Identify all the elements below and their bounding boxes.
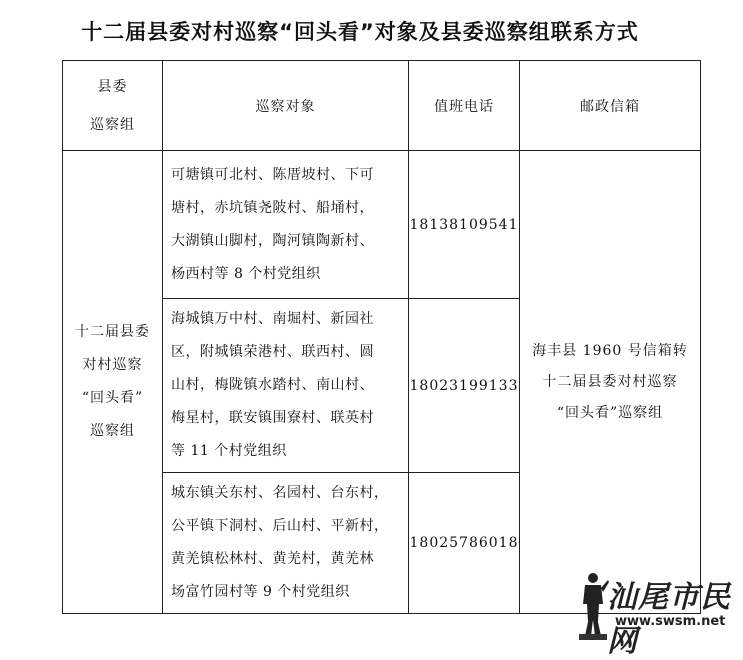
header-row xyxy=(63,61,701,151)
target-cell xyxy=(163,473,409,614)
watermark-url: www.swsm.net xyxy=(615,614,726,629)
header-county-line1: 县委 xyxy=(97,78,128,95)
phone-cell: 18138109541 xyxy=(409,151,520,299)
target-line: 城东镇关东村、名园村、台东村， xyxy=(171,485,389,501)
phone-cell: 18023199133 xyxy=(409,299,520,473)
phone-cell: 18025786018 xyxy=(409,473,520,614)
target-line: 可塘镇可北村、陈厝坡村、下可 xyxy=(171,166,374,183)
target-cell xyxy=(163,299,409,473)
target-line: 区，附城镇荣港村、联西村、圆 xyxy=(171,344,374,360)
table-row xyxy=(63,151,701,299)
target-line: 山村，梅陇镇水踏村、南山村、 xyxy=(171,377,374,393)
target-line: 梅星村，联安镇围寮村、联英村 xyxy=(171,410,374,426)
header-county-line2: 巡察组 xyxy=(90,116,135,133)
header-phone: 值班电话 xyxy=(409,61,520,151)
target-line: 大湖镇山脚村，陶河镇陶新村、 xyxy=(171,232,374,249)
site-watermark xyxy=(575,570,735,659)
mailbox-cell xyxy=(520,151,701,614)
target-line: 海城镇万中村、南堀村、新园社 xyxy=(171,311,374,327)
target-line: 公平镇下洞村、后山村、平新村， xyxy=(171,518,389,534)
watermark-name: 汕尾市民网 xyxy=(607,580,731,659)
group-line: 巡察组 xyxy=(90,423,135,439)
group-line: 对村巡察 xyxy=(82,357,143,373)
statue-icon xyxy=(575,570,611,640)
mailbox-line: 十二届县委对村巡察 xyxy=(542,373,678,390)
group-line: “回头看” xyxy=(81,390,144,406)
target-cell xyxy=(163,151,409,299)
page-title: 十二届县委对村巡察“回头看”对象及县委巡察组联系方式 xyxy=(81,20,639,44)
header-target: 巡察对象 xyxy=(163,61,409,151)
header-county-group xyxy=(63,61,163,151)
mailbox-line: 海丰县 1960 号信箱转 xyxy=(532,342,688,359)
group-name-cell xyxy=(63,151,163,614)
mailbox-line: “回头看”巡察组 xyxy=(556,404,664,421)
target-line: 杨西村等 8 个村党组织 xyxy=(171,265,321,282)
group-line: 十二届县委 xyxy=(75,324,150,340)
target-line: 场富竹园村等 9 个村党组织 xyxy=(171,584,350,600)
target-line: 等 11 个村党组织 xyxy=(171,443,287,459)
header-mailbox: 邮政信箱 xyxy=(520,61,701,151)
target-line: 黄羌镇松林村、黄羌村，黄羌林 xyxy=(171,551,374,567)
target-line: 塘村，赤坑镇尧陂村、船埇村， xyxy=(171,199,374,216)
contact-table xyxy=(62,60,701,614)
